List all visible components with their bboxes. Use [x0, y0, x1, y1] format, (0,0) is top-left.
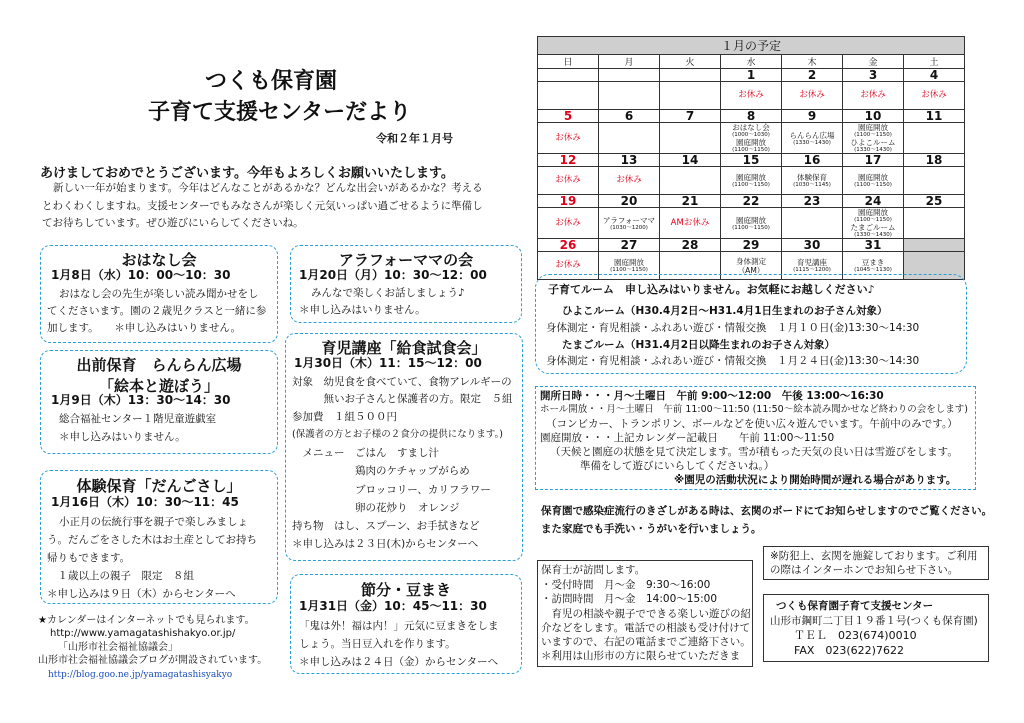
event-line: メニュー ごはん すまし汁	[292, 447, 439, 459]
calendar-day-number: 10	[843, 110, 904, 123]
visit-box	[537, 560, 753, 667]
calendar-event-cell	[660, 123, 721, 154]
event-date: 1月8日（水）10：00～10：30	[51, 268, 231, 282]
calendar-day-number: 12	[538, 154, 599, 167]
visit-line: 介などをします。電話での相談も受け付けて	[541, 622, 751, 634]
event-title: 体験保育「だんごさし」	[76, 477, 242, 495]
calendar-event-text: (1330～1430)	[854, 232, 892, 238]
calendar-event-cell	[904, 123, 965, 154]
visit-line: いますので、右記の電話までご連絡下さい。	[541, 636, 751, 648]
calendar-event-cell	[721, 208, 782, 239]
calendar-event-cell	[843, 208, 904, 239]
event-line: 無いお子さんと保護者の方。限定 ５組	[292, 393, 513, 405]
calendar-event-cell	[599, 208, 660, 239]
calendar-event-text: たまごルーム	[850, 223, 896, 232]
calendar-event-text: らんらん広場	[789, 130, 835, 140]
calendar-event-text: (1330～1430)	[793, 139, 831, 146]
calendar-note-line: 「山形市社会福祉協議会」	[58, 642, 178, 653]
calendar-day-number: 15	[721, 154, 782, 167]
hours-box	[535, 386, 976, 490]
event-title: 節分・豆まき	[360, 581, 451, 599]
calendar-day-number: 25	[904, 195, 965, 208]
calendar-event-cell	[599, 82, 660, 110]
calendar-event-text: 園庭開放	[736, 173, 766, 182]
calendar-event-cell	[660, 82, 721, 110]
calendar-event-text: 園庭開放	[858, 173, 888, 182]
blog-url-link[interactable]: http://blog.goo.ne.jp/yamagatashisyakyo	[48, 670, 233, 680]
event-line: しょう。当日豆入れを作ります。	[299, 638, 456, 650]
event-line: １歳以上の親子 限定 ８組	[47, 570, 194, 582]
event-box-setsubun	[290, 574, 522, 674]
hours-line: （天候と園庭の状態を見て決定します。雪が積もった天気の良い日は雪遊びをします。	[550, 446, 958, 458]
calendar-event-cell	[721, 123, 782, 154]
event-line: おはなし会の先生が楽しい読み聞かせをし	[59, 288, 259, 300]
calendar-day-number: 26	[538, 239, 599, 252]
calendar-day-number: 31	[843, 239, 904, 252]
weekday-header: 月	[599, 55, 660, 69]
calendar-event-text: (1100～1150)	[854, 182, 892, 188]
calendar-event-text: 園庭開放	[858, 208, 888, 217]
calendar-event-text: (1100～1150)	[732, 224, 770, 231]
calendar-note-line: ★カレンダーはインターネットでも見られます。	[38, 615, 255, 626]
hours-line: （コンビカー、トランポリン、ボールなどを使い広々遊んでいます。午前中のみです。）	[546, 418, 958, 430]
weekday-header: 木	[782, 55, 843, 69]
calendar-day-number: 20	[599, 195, 660, 208]
calendar-event-cell	[599, 123, 660, 154]
calendar-event-cell	[904, 167, 965, 195]
org-name: つくも保育園	[205, 69, 338, 94]
security-line: の際はインターホンでお知らせ下さい。	[770, 564, 959, 576]
issue-label: 令和２年１月号	[376, 132, 453, 145]
calendar-event-cell	[782, 167, 843, 195]
calendar-event-text: 園庭開放	[736, 215, 766, 225]
contact-tel: ＴＥＬ 023(674)0010	[794, 629, 917, 642]
calendar-day-number	[538, 69, 599, 82]
calendar-event-cell	[660, 167, 721, 195]
event-line: (保護者の方とお子様の２食分の提供になります。)	[292, 429, 503, 440]
calendar-event-text: AMお休み	[670, 217, 710, 228]
weekday-header: 日	[538, 55, 599, 69]
event-title: アラフォーママの会	[338, 251, 474, 269]
contact-box	[763, 594, 989, 662]
calendar-day-number: 7	[660, 110, 721, 123]
calendar-event-text: お休み	[555, 175, 581, 185]
event-line: ＊申し込みは２４日（金）からセンターへ	[299, 656, 499, 668]
event-line: 卵の花炒り オレンジ	[292, 502, 460, 514]
calendar-day-number: 11	[904, 110, 965, 123]
calendar-event-cell	[721, 82, 782, 110]
event-box-dangosashi	[40, 470, 278, 604]
contact-address: 山形市鋼町二丁目１９番１号(つくも保育園)	[770, 615, 978, 627]
calendar-day-number: 30	[782, 239, 843, 252]
event-box-around40	[290, 245, 522, 323]
calendar-event-text: お休み	[799, 90, 825, 100]
calendar-day-number: 1	[721, 69, 782, 82]
calendar-event-text: (1100～1150)	[732, 147, 770, 153]
calendar-day-number: 14	[660, 154, 721, 167]
calendar-event-text: 豆まき	[861, 258, 885, 267]
greeting-headline: あけましておめでとうございます。今年もよろしくお願いいたします。	[40, 166, 454, 181]
security-line: ※防犯上、玄関を施錠しております。ご利用	[770, 550, 978, 562]
calendar-event-text: （AM）	[737, 265, 765, 275]
calendar-day-number: 22	[721, 195, 782, 208]
event-line: 対象 幼児食を食べていて、食物アレルギーの	[292, 376, 512, 388]
calendar-event-text: お休み	[860, 90, 886, 100]
calendar-event-text: (1030～1145)	[793, 182, 831, 188]
calendar-event-text: 園庭開放	[858, 123, 888, 132]
weekday-header: 金	[843, 55, 904, 69]
visit-line: 保育士が訪問します。	[541, 564, 646, 576]
hours-line: 開所日時・・・月～土曜日 午前 9:00～12:00 午後 13:00～16:30	[540, 390, 884, 402]
event-line: 小正月の伝統行事を親子で楽しみましょ	[59, 516, 248, 528]
calendar-day-number: 3	[843, 69, 904, 82]
event-date: 1月20日（月）10：30～12：00	[299, 268, 487, 282]
calendar-day-number: 21	[660, 195, 721, 208]
event-line: 持ち物 はし、スプーン、お手拭きなど	[292, 520, 480, 532]
calendar-event-cell	[904, 208, 965, 239]
calendar-day-number	[904, 239, 965, 252]
calendar-event-text: (1100～1150)	[610, 267, 648, 273]
calendar-event-text: お休み	[921, 90, 947, 100]
calendar-url-link[interactable]: http://www.yamagatashishakyo.or.jp/	[50, 628, 236, 639]
calendar-event-text: 育児講座	[797, 258, 827, 267]
calendar-event-cell	[660, 208, 721, 239]
calendar-day-number: 28	[660, 239, 721, 252]
greeting-line: 新しい一年が始まります。今年はどんなことがあるかな？どんな出会いがあるかな？考える	[53, 182, 483, 194]
calendar-event-cell	[843, 167, 904, 195]
calendar-day-number: 27	[599, 239, 660, 252]
contact-title: つくも保育園子育て支援センター	[776, 600, 934, 612]
hours-line: ※園児の活動状況により開始時間が遅れる場合があります。	[674, 474, 957, 486]
weekday-header: 土	[904, 55, 965, 69]
calendar-day-number: 17	[843, 154, 904, 167]
calendar-event-text: (1000～1030)	[732, 132, 770, 138]
kosodate-room-line: ひよこルーム（H30.4月2日～H31.4月1日生まれのお子さん対象）	[562, 305, 888, 317]
calendar-day-number: 6	[599, 110, 660, 123]
event-line: ブロッコリー、カリフラワー	[292, 484, 491, 496]
calendar-title: １月の予定	[538, 37, 965, 55]
event-title: 出前保育 らんらん広場	[76, 356, 242, 374]
event-line: 総合福祉センター１階児童遊戯室	[59, 413, 217, 425]
event-line: ＊申し込みはいりません。	[299, 304, 426, 316]
calendar-event-cell	[782, 208, 843, 239]
calendar-event-text: (1030～1200)	[610, 224, 648, 231]
event-line: 参加費 １組５００円	[292, 411, 397, 423]
event-date: 1月16日（木）10：30～11：45	[51, 495, 239, 509]
notice-line: また家庭でも手洗い・うがいを行いましょう。	[541, 523, 762, 535]
event-title: 育児講座「給食試食会」	[321, 339, 487, 357]
calendar-event-text: お休み	[616, 175, 642, 185]
kosodate-room-box	[535, 274, 967, 374]
calendar-event-text: 体験保育	[797, 173, 827, 182]
visit-line: ・訪問時間 月～金 14:00～15:00	[541, 593, 718, 605]
event-line: 加します。 ＊申し込みはいりません。	[47, 322, 242, 334]
kosodate-room-line: たまごルーム（H31.4月2日以降生まれのお子さん対象）	[562, 339, 835, 351]
event-line: ＊申し込みはいりません。	[59, 431, 186, 443]
calendar-event-text: お休み	[555, 132, 581, 143]
event-line: ＊申し込みは９日（木）からセンターへ	[47, 588, 236, 600]
weekday-header: 火	[660, 55, 721, 69]
calendar-event-cell	[538, 167, 599, 195]
event-date: 1月9日（木）13：30～14：30	[51, 393, 231, 407]
event-line: う。だんごをさした木はお土産としてお持ち	[47, 534, 257, 546]
visit-line: 育児の相談や親子でできる楽しい遊びの紹	[541, 608, 751, 620]
weekday-header: 水	[721, 55, 782, 69]
calendar-day-number: 4	[904, 69, 965, 82]
kosodate-room-line: 身体測定・育児相談・ふれあい遊び・情報交換 １月１０日(金)13:30～14:30	[546, 322, 920, 334]
security-box	[763, 546, 989, 580]
event-line: 鶏肉のケチャップがらめ	[292, 465, 470, 477]
calendar-event-cell	[538, 82, 599, 110]
calendar-event-text: (1330～1430)	[854, 147, 892, 153]
calendar-table	[537, 36, 965, 280]
calendar-day-number: 19	[538, 195, 599, 208]
calendar-day-number: 9	[782, 110, 843, 123]
calendar-event-text: 身体測定	[736, 256, 766, 266]
calendar-event-text: 園庭開放	[614, 258, 644, 267]
event-line: てくださいます。園の２歳児クラスと一緒に参	[47, 305, 267, 317]
calendar-event-text: (1115～1200)	[793, 267, 831, 273]
calendar-event-cell	[904, 82, 965, 110]
calendar-day-number: 24	[843, 195, 904, 208]
calendar-event-cell	[782, 82, 843, 110]
calendar-event-text: (1100～1150)	[732, 182, 770, 188]
calendar-event-text: (1045～1130)	[854, 267, 892, 273]
calendar-event-text: (1100～1150)	[854, 217, 892, 223]
calendar-event-text: アラフォーママ	[602, 215, 656, 225]
calendar-day-number: 18	[904, 154, 965, 167]
calendar-event-text: (1100～1150)	[854, 132, 892, 138]
newsletter-title: 子育て支援センターだより	[148, 100, 412, 125]
calendar-event-cell	[538, 208, 599, 239]
visit-line: ・受付時間 月～金 9:30～16:00	[541, 579, 711, 591]
calendar-event-text: お休み	[555, 217, 581, 228]
calendar-event-text: ひよこルーム	[850, 138, 896, 147]
event-box-ohanashi	[40, 245, 278, 343]
calendar-event-cell	[721, 167, 782, 195]
calendar-event-text: おはなし会	[732, 123, 770, 132]
event-line: 「鬼は外！福は内！」元気に豆まきをしま	[299, 620, 499, 632]
event-line: 帰りもできます。	[47, 552, 131, 564]
event-subtitle: 「絵本と遊ぼう」	[98, 377, 219, 395]
calendar-event-cell	[782, 123, 843, 154]
calendar-day-number: 8	[721, 110, 782, 123]
contact-fax: FAX 023(622)7622	[794, 644, 904, 657]
hours-line: 準備をして遊びにいらしてくださいね。）	[580, 460, 775, 472]
event-date: 1月31日（金）10：45～11：30	[299, 599, 487, 613]
greeting-line: てお待ちしています。ぜひ遊びにいらしてくださいね。	[42, 217, 304, 229]
calendar-day-number	[660, 69, 721, 82]
calendar-day-number	[599, 69, 660, 82]
calendar-day-number: 13	[599, 154, 660, 167]
calendar-note-line: 山形市社会福祉協議会ブログが開設されています。	[38, 655, 268, 666]
calendar-event-cell	[843, 82, 904, 110]
event-date: 1月30日（木）11：15～12：00	[294, 356, 482, 370]
calendar-day-number: 16	[782, 154, 843, 167]
hours-line: 園庭開放・・・上記カレンダー記載日 午前 11:00～11:50	[540, 432, 835, 444]
visit-line: ＊利用は山形市の方に限らせていただきま	[541, 650, 741, 662]
event-line: ＊申し込みは２３日(木)からセンターへ	[292, 538, 479, 550]
calendar-event-cell	[538, 123, 599, 154]
greeting-line: とわくわくしますね。支援センターでもみなさんが楽しく元気いっぱい過ごせるように準備し	[42, 200, 483, 212]
kosodate-room-line: 身体測定・育児相談・ふれあい遊び・情報交換 １月２４日(金)13:30～14:30	[546, 355, 920, 367]
calendar-day-number: 23	[782, 195, 843, 208]
event-line: みんなで楽しくお話しましょう♪	[311, 287, 465, 299]
hours-line: ホール開放・・月～土曜日 午前 11:00～11:50 (11:50～絵本読み聞かせなど終わりの会をします)	[540, 404, 968, 415]
event-box-demae	[40, 350, 278, 454]
calendar-event-cell	[599, 167, 660, 195]
calendar-day-number: 5	[538, 110, 599, 123]
calendar-event-cell	[843, 123, 904, 154]
calendar-event-text: 園庭開放	[736, 138, 766, 147]
calendar-day-number: 29	[721, 239, 782, 252]
calendar-event-text: お休み	[738, 90, 764, 100]
notice-line: 保育園で感染症流行のきざしがある時は、玄関のボードにてお知らせしますのでご覧ください。	[541, 505, 993, 517]
kosodate-room-title: 子育てルーム 申し込みはいりません。お気軽にお越しください♪	[548, 283, 875, 296]
calendar-event-text: お休み	[555, 260, 581, 270]
calendar-day-number: 2	[782, 69, 843, 82]
event-box-kyushoku	[285, 333, 523, 561]
event-title: おはなし会	[121, 251, 197, 269]
